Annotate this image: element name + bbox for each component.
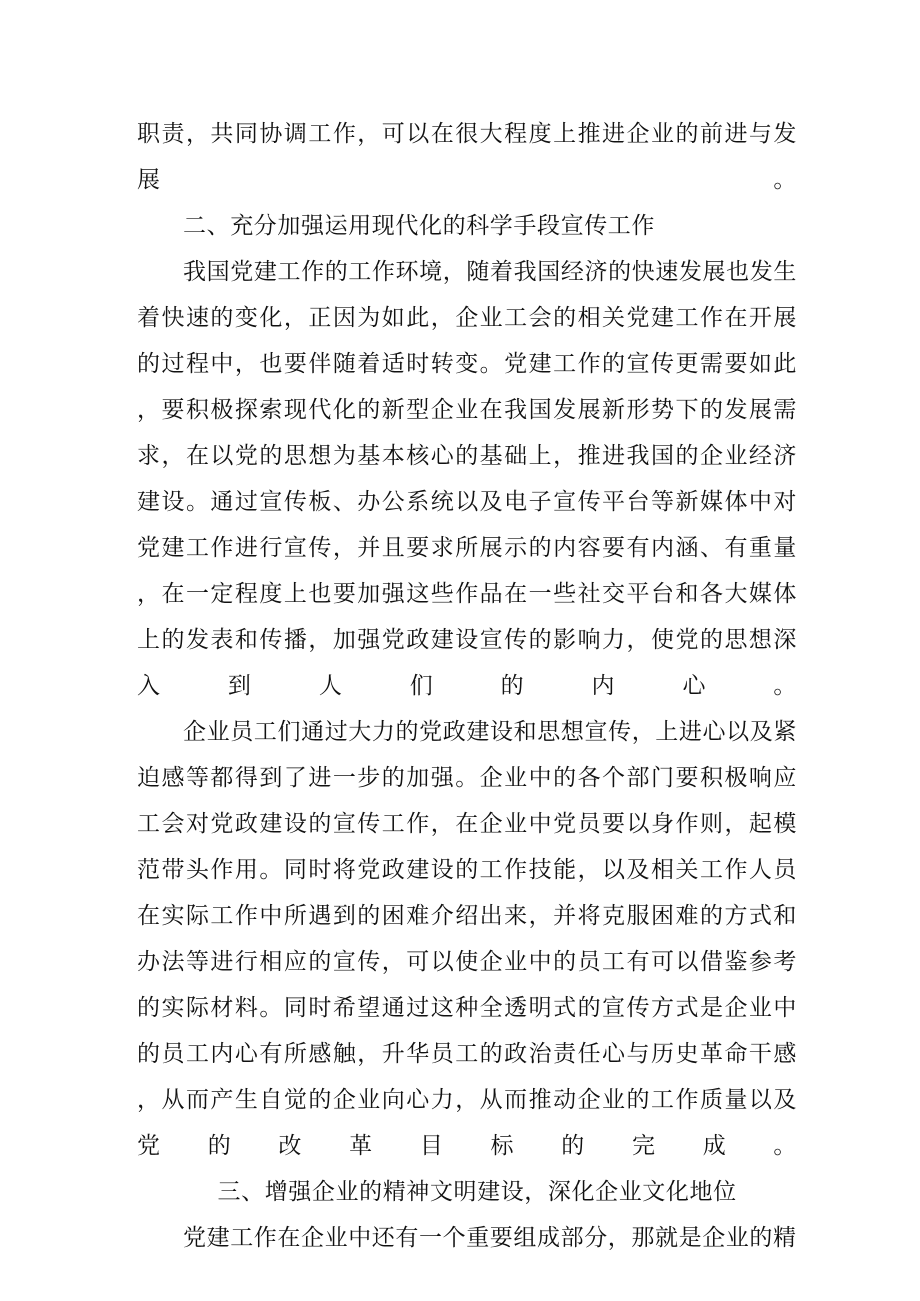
paragraph-2: 企业员工们通过大力的党政建设和思想宣传，上进心以及紧迫感等都得到了进一步的加强。企业中的各个部门要积极响应工会对党政建设的宣传工作，在企业中党员要以身作则，起模范带头作用。同时将党政建设的工作技能，以及相关工作人员在实际工作中所遇到的困难介绍出来，并将克服困难的方式和办法等进行相应的宣传，可以使企业中的员工有可以借鉴参考的实际材料。同时希望通过这种全透明式的宣传方式是企业中的员工内心有所感触，升华员工的政治责任心与历史革命干感，从而产生自觉的企业向心力，从而推动企业的工作质量以及党的改革目标的完成。 (137, 719, 797, 1159)
section-heading-3: 三、增强企业的精神文明建设，深化企业文化地位 (217, 1179, 737, 1205)
document-body (137, 111, 797, 1261)
paragraph-continuation: 职责，共同协调工作，可以在很大程度上推进企业的前进与发展。 (137, 121, 797, 193)
section-heading-2: 二、充分加强运用现代化的科学手段宣传工作 (183, 213, 655, 239)
paragraph-3: 党建工作在企业中还有一个重要组成部分，那就是企业的精 (183, 1225, 797, 1251)
paragraph-1: 我国党建工作的工作环境，随着我国经济的快速发展也发生着快速的变化，正因为如此，企业工会的相关党建工作在开展的过程中，也要伴随着适时转变。党建工作的宣传更需要如此，要积极探索现代化的新型企业在我国发展新形势下的发展需求，在以党的思想为基本核心的基础上，推进我国的企业经济建设。通过宣传板、办公系统以及电子宣传平台等新媒体中对党建工作进行宣传，并且要求所展示的内容要有内涵、有重量，在一定程度上也要加强这些作品在一些社交平台和各大媒体上的发表和传播，加强党政建设宣传的影响力，使党的思想深入到人们的内心。 (137, 259, 797, 699)
